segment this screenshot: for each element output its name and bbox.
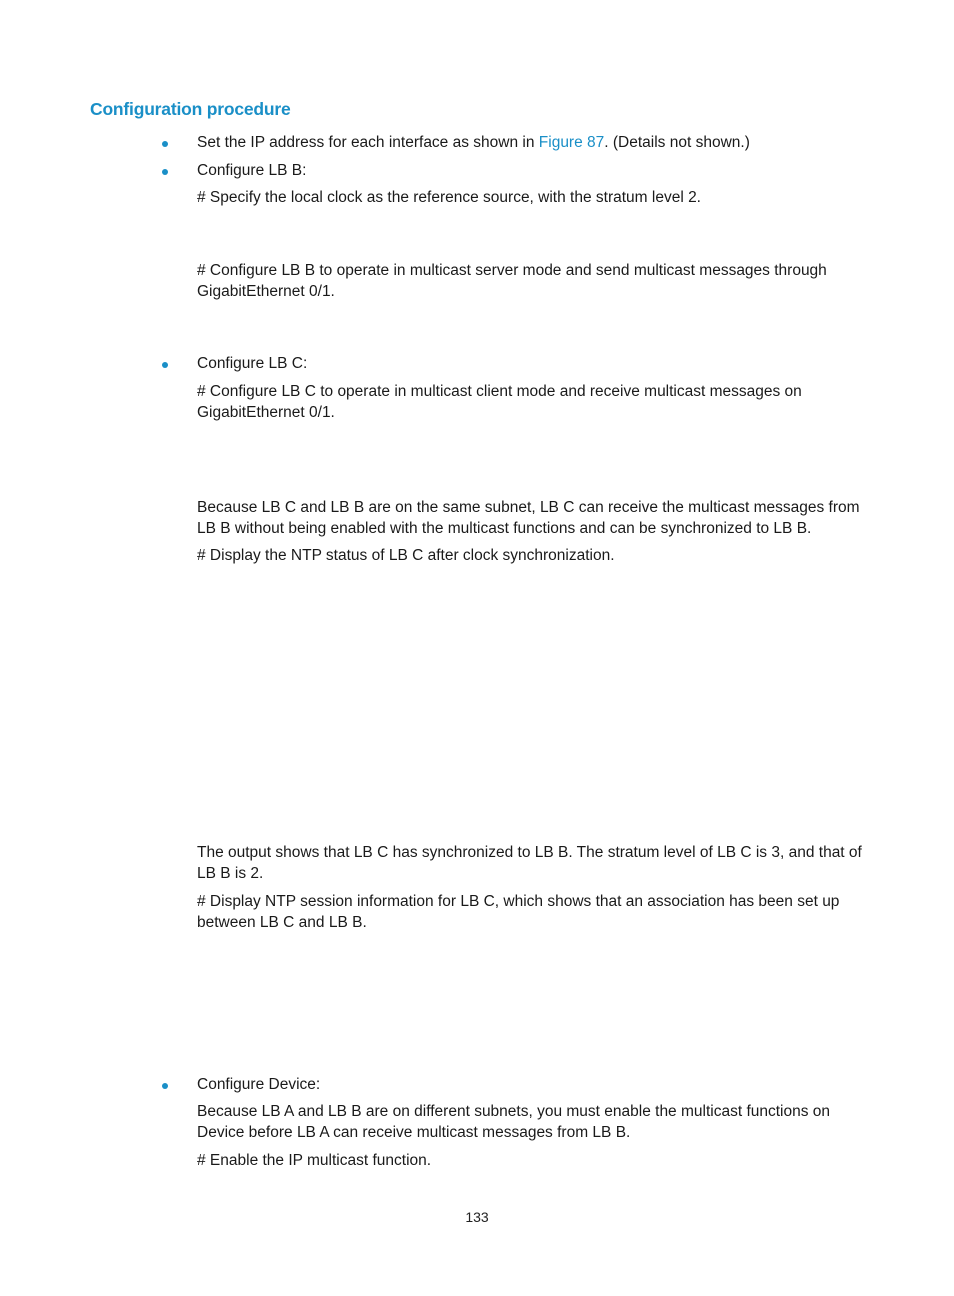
paragraph: Because LB A and LB B are on different subnets, you must enable the multicast functions on Device before LB A can receive multicast messages from LB B.	[197, 1103, 831, 1141]
paragraph: # Enable the IP multicast function.	[197, 1152, 432, 1169]
bullet-dot	[162, 169, 168, 175]
page-number: 133	[465, 1209, 489, 1225]
paragraph: # Specify the local clock as the reference source, with the stratum level 2.	[197, 189, 701, 206]
bullet-dot	[162, 1083, 168, 1089]
bullet-item-set-ip	[197, 132, 869, 153]
bullet-dot	[162, 141, 168, 147]
figure-link[interactable]: Figure 87	[538, 134, 605, 151]
bullet-item-configure-lb-b: Configure LB B:	[197, 162, 307, 179]
paragraph: # Configure LB C to operate in multicast client mode and receive multicast messages on GigabitEthernet 0/1.	[197, 383, 802, 421]
bullet-text: Set the IP address for each interface as shown in	[197, 134, 539, 151]
section-heading: Configuration procedure	[90, 99, 291, 119]
paragraph: Because LB C and LB B are on the same subnet, LB C can receive the multicast messages from LB B without being enabled with the multicast functions and can be synchronized to LB B.	[197, 499, 860, 537]
paragraph: The output shows that LB C has synchronized to LB B. The stratum level of LB C is 3, and that of LB B is 2.	[197, 844, 862, 882]
bullet-item-configure-device: Configure Device:	[197, 1076, 321, 1093]
bullet-text-suffix: . (Details not shown.)	[604, 134, 750, 151]
paragraph: # Display the NTP status of LB C after clock synchronization.	[197, 547, 615, 564]
paragraph: # Display NTP session information for LB C, which shows that an association has been set up between LB C and LB B.	[197, 893, 840, 931]
paragraph: # Configure LB B to operate in multicast server mode and send multicast messages through GigabitEthernet 0/1.	[197, 262, 827, 300]
bullet-dot	[162, 362, 168, 368]
bullet-item-configure-lb-c: Configure LB C:	[197, 355, 308, 372]
